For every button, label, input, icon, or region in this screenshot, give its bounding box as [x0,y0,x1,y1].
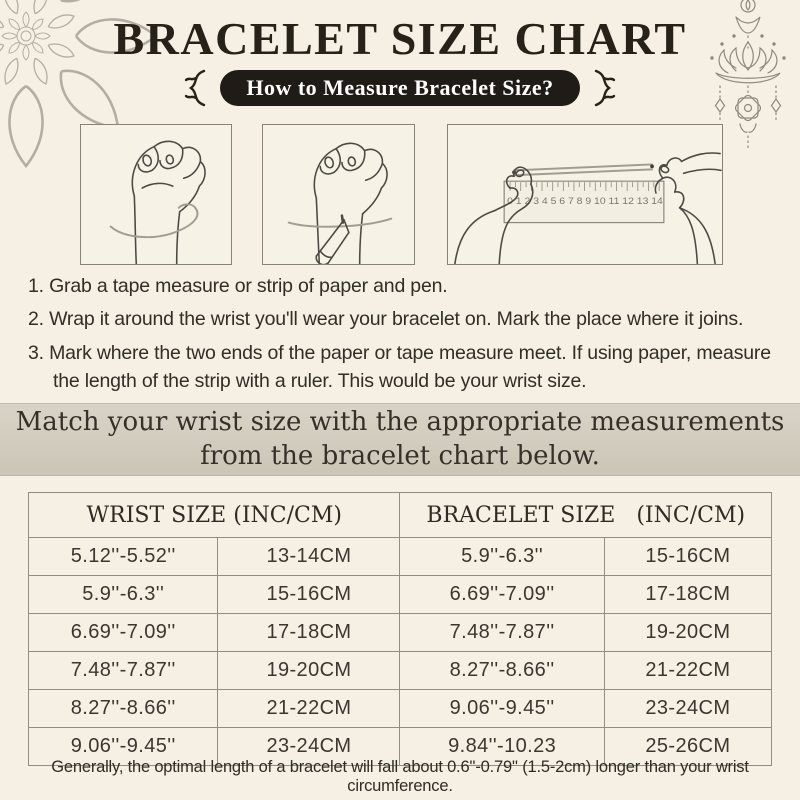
step-1: 1. Grab a tape measure or strip of paper and pen. [28,275,448,297]
wrist-inch-cell: 9.06''-9.45'' [29,728,218,766]
measure-with-ruler-illustration [447,124,723,265]
wrist-inch-cell: 7.48''-7.87'' [29,652,218,690]
bracelet-inch-cell: 5.9''-6.3'' [400,538,604,576]
size-table-header-row [29,493,772,538]
step-2: 2. Wrap it around the wrist you'll wear your bracelet on. Mark the place where it joins. [28,308,744,331]
bracelet-inch-cell: 6.69''-7.09'' [400,576,604,614]
page-title: BRACELET SIZE CHART [113,13,687,64]
wrist-size-header: WRIST SIZE (INC/CM) [29,493,400,538]
wrist-cm-cell: 17-18CM [218,614,400,652]
size-row [29,690,772,728]
size-row [29,576,772,614]
subtitle-pill: How to Measure Bracelet Size? [220,70,579,106]
wrist-inch-cell: 6.69''-7.09'' [29,614,218,652]
size-row [29,538,772,576]
instruction-steps [28,272,776,400]
bracelet-inch-cell: 9.84''-10.23 [400,728,604,766]
bracelet-cm-cell: 21-22CM [604,652,771,690]
wrist-inch-cell: 5.9''-6.3'' [29,576,218,614]
banner-line-1: Match your wrist size with the appropriate measurements [15,406,785,437]
wrist-cm-cell: 21-22CM [218,690,400,728]
bracelet-cm-cell: 15-16CM [604,538,771,576]
footnote: Generally, the optimal length of a bracelet will fall about 0.6''-0.79'' (1.5-2cm) longer than your wrist circumference. [51,758,749,795]
size-row [29,614,772,652]
step-3: 3. Mark where the two ends of the paper or tape measure meet. If using paper, measure the length of the strip with a ruler. This would be your wrist size. [28,341,771,392]
subtitle-row [0,68,800,108]
squiggle-left-icon [182,68,210,108]
bracelet-cm-cell: 17-18CM [604,576,771,614]
size-table [28,492,772,766]
match-banner [0,403,800,476]
wrist-inch-cell: 8.27''-8.66'' [29,690,218,728]
wrist-cm-cell: 19-20CM [218,652,400,690]
mark-with-pen-illustration [262,124,415,265]
bracelet-cm-cell: 23-24CM [604,690,771,728]
bracelet-cm-cell: 19-20CM [604,614,771,652]
wrist-inch-cell: 5.12''-5.52'' [29,538,218,576]
squiggle-right-icon [590,68,618,108]
wrist-cm-cell: 23-24CM [218,728,400,766]
ruler-numbers: 0 1 2 3 4 5 6 7 8 9 10 11 12 13 14 [507,195,663,206]
bracelet-inch-cell: 8.27''-8.66'' [400,652,604,690]
bracelet-inch-cell: 9.06''-9.45'' [400,690,604,728]
bracelet-size-header: BRACELET SIZE (INC/CM) [400,493,772,538]
wrist-cm-cell: 13-14CM [218,538,400,576]
wrist-cm-cell: 15-16CM [218,576,400,614]
banner-line-2: from the bracelet chart below. [200,440,600,471]
size-row [29,652,772,690]
wrap-tape-illustration [80,124,232,265]
bracelet-cm-cell: 25-26CM [604,728,771,766]
bracelet-inch-cell: 7.48''-7.87'' [400,614,604,652]
